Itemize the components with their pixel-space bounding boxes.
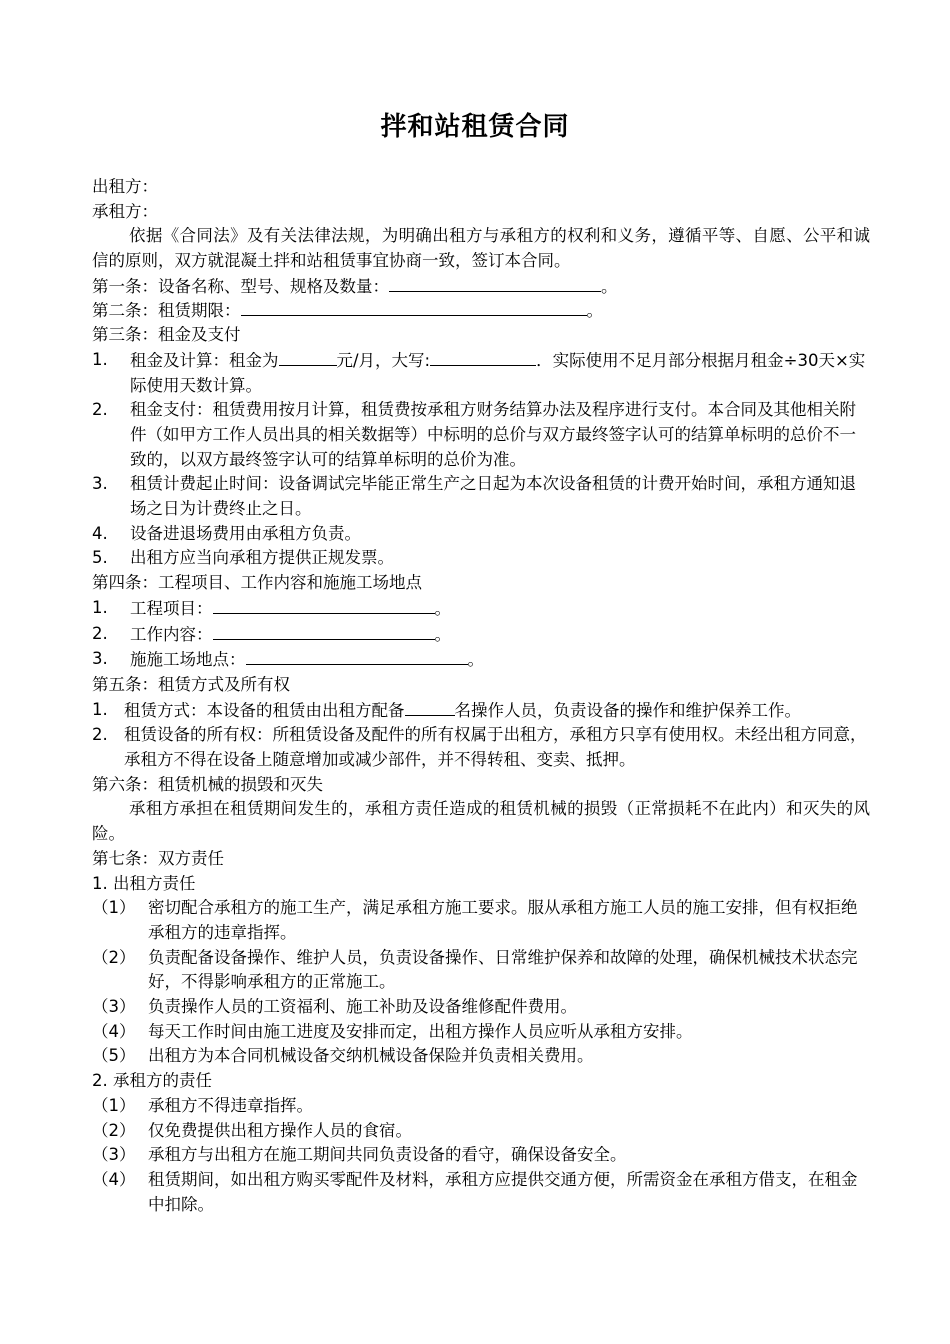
item-text: 租金及计算：租金为 bbox=[130, 350, 279, 370]
article-3-item-4 bbox=[92, 522, 870, 547]
lessor-duties-heading: 1. 出租方责任 bbox=[92, 873, 196, 893]
item-number: （1） bbox=[92, 898, 136, 918]
blank-field bbox=[213, 622, 435, 640]
blank-field bbox=[389, 274, 601, 292]
item-text: 承租方不得违章指挥。 bbox=[148, 1095, 313, 1115]
item-number: （3） bbox=[92, 997, 136, 1017]
item-text: ．实际使用不足月部分根据月租金÷30天×实际使用天数计算。 bbox=[130, 350, 866, 395]
blank-field bbox=[213, 596, 435, 614]
contract-body bbox=[92, 175, 870, 1217]
article-5-item-2 bbox=[92, 723, 870, 772]
item-text: 。 bbox=[467, 650, 484, 670]
lessee-duty-1 bbox=[92, 1094, 870, 1119]
item-number: （4） bbox=[92, 1169, 136, 1189]
article-4-heading: 第四条：工程项目、工作内容和施施工场地点 bbox=[92, 573, 422, 593]
article-1-end: 。 bbox=[601, 276, 618, 296]
item-number: 1. bbox=[92, 597, 108, 617]
article-2 bbox=[92, 298, 870, 323]
lessor-duty-5 bbox=[92, 1044, 870, 1069]
item-number: 2. bbox=[92, 400, 108, 420]
item-number: （3） bbox=[92, 1145, 136, 1165]
article-2-label: 第二条：租赁期限： bbox=[92, 301, 241, 321]
item-number: （4） bbox=[92, 1021, 136, 1041]
article-6-text: 承租方承担在租赁期间发生的，承租方责任造成的租赁机械的损毁（正常损耗不在此内）和灭失的风险。 bbox=[92, 799, 870, 844]
item-text: 承租方与出租方在施工期间共同负责设备的看守，确保设备安全。 bbox=[148, 1145, 627, 1165]
article-7-heading: 第七条：双方责任 bbox=[92, 848, 224, 868]
lessor-duty-3 bbox=[92, 995, 870, 1020]
item-text: 租赁计费起止时间：设备调试完毕能正常生产之日起为本次设备租赁的计费开始时间，承租方通知退场之日为计费终止之日。 bbox=[130, 474, 856, 519]
lessor-duty-1 bbox=[92, 896, 870, 945]
lessee-duty-4 bbox=[92, 1168, 870, 1217]
article-6-heading: 第六条：租赁机械的损毁和灭失 bbox=[92, 774, 323, 794]
article-4-item-2 bbox=[92, 622, 870, 648]
item-text: 租赁期间，如出租方购买零配件及材料，承租方应提供交通方便，所需资金在承租方借支，在租金中扣除。 bbox=[148, 1169, 858, 1214]
lessee-line: 承租方： bbox=[92, 201, 158, 221]
lessor-duty-2 bbox=[92, 946, 870, 995]
blank-field bbox=[430, 348, 536, 366]
lessee-duties-heading: 2. 承租方的责任 bbox=[92, 1071, 212, 1091]
article-3-item-3 bbox=[92, 472, 870, 521]
item-text: 密切配合承租方的施工生产，满足承租方施工要求。服从承租方施工人员的施工安排，但有权拒绝承租方的违章指挥。 bbox=[148, 898, 858, 942]
item-number: （2） bbox=[92, 1120, 136, 1140]
blank-field bbox=[246, 647, 468, 665]
contract-title: 拌和站租赁合同 bbox=[380, 112, 570, 142]
lessee-duty-2 bbox=[92, 1119, 870, 1144]
article-3-item-1 bbox=[92, 348, 870, 398]
preamble: 依据《合同法》及有关法律法规，为明确出租方与承租方的权利和义务，遵循平等、自愿、公平和诚信的原则，双方就混凝土拌和站租赁事宜协商一致，签订本合同。 bbox=[92, 226, 870, 271]
item-text: 施施工场地点： bbox=[130, 650, 246, 670]
item-text: 设备进退场费用由承租方负责。 bbox=[130, 523, 361, 543]
blank-field bbox=[241, 298, 587, 316]
blank-field bbox=[279, 348, 337, 366]
item-text: 。 bbox=[434, 624, 451, 644]
item-number: 5. bbox=[92, 548, 108, 568]
item-number: 3. bbox=[92, 649, 108, 669]
article-5-heading: 第五条：租赁方式及所有权 bbox=[92, 674, 290, 694]
article-3-item-5 bbox=[92, 546, 870, 571]
article-4-item-1 bbox=[92, 596, 870, 622]
blank-field bbox=[405, 698, 455, 716]
item-number: 2. bbox=[92, 623, 108, 643]
item-text: 出租方为本合同机械设备交纳机械设备保险并负责相关费用。 bbox=[148, 1046, 594, 1066]
item-text: 工作内容： bbox=[130, 624, 213, 644]
item-text: 租赁方式：本设备的租赁由出租方配备 bbox=[124, 700, 405, 720]
item-number: 3. bbox=[92, 474, 108, 494]
item-number: 2. bbox=[92, 725, 108, 745]
item-number: 1. bbox=[92, 349, 108, 369]
item-text: 负责操作人员的工资福利、施工补助及设备维修配件费用。 bbox=[148, 997, 577, 1017]
item-text: 租金支付：租赁费用按月计算，租赁费按承租方财务结算办法及程序进行支付。本合同及其他相关附件（如甲方工作人员出具的相关数据等）中标明的总价与双方最终签字认可的结算单标明的总价不一致的，以双方最终签字认可的结算单标明的总价为准。 bbox=[130, 400, 856, 469]
article-3-heading: 第三条：租金及支付 bbox=[92, 325, 241, 345]
lessor-duty-4 bbox=[92, 1020, 870, 1045]
article-3-item-2 bbox=[92, 398, 870, 472]
article-1 bbox=[92, 274, 870, 299]
article-2-end: 。 bbox=[586, 301, 603, 321]
item-number: 4. bbox=[92, 523, 108, 543]
item-text: 元/月，大写: bbox=[336, 350, 431, 370]
article-5-item-1 bbox=[92, 698, 870, 724]
lessee-duty-3 bbox=[92, 1143, 870, 1168]
item-text: 每天工作时间由施工进度及安排而定，出租方操作人员应听从承租方安排。 bbox=[148, 1021, 693, 1041]
article-1-label: 第一条：设备名称、型号、规格及数量： bbox=[92, 276, 389, 296]
item-text: 仅免费提供出租方操作人员的食宿。 bbox=[148, 1120, 412, 1140]
item-number: （1） bbox=[92, 1095, 136, 1115]
item-text: 出租方应当向承租方提供正规发票。 bbox=[130, 548, 394, 568]
item-number: （2） bbox=[92, 947, 136, 967]
article-4-item-3 bbox=[92, 647, 870, 673]
item-number: 1. bbox=[92, 699, 108, 719]
item-text: 工程项目： bbox=[130, 598, 213, 618]
lessor-line: 出租方： bbox=[92, 177, 158, 196]
item-number: （5） bbox=[92, 1046, 136, 1066]
item-text: 名操作人员，负责设备的操作和维护保养工作。 bbox=[454, 700, 801, 720]
item-text: 负责配备设备操作、维护人员，负责设备操作、日常维护保养和故障的处理，确保机械技术状态完好，不得影响承租方的正常施工。 bbox=[148, 947, 858, 992]
item-text: 。 bbox=[434, 598, 451, 618]
item-text: 租赁设备的所有权：所租赁设备及配件的所有权属于出租方，承租方只享有使用权。未经出租方同意，承租方不得在设备上随意增加或减少部件，并不得转租、变卖、抵押。 bbox=[124, 725, 867, 770]
